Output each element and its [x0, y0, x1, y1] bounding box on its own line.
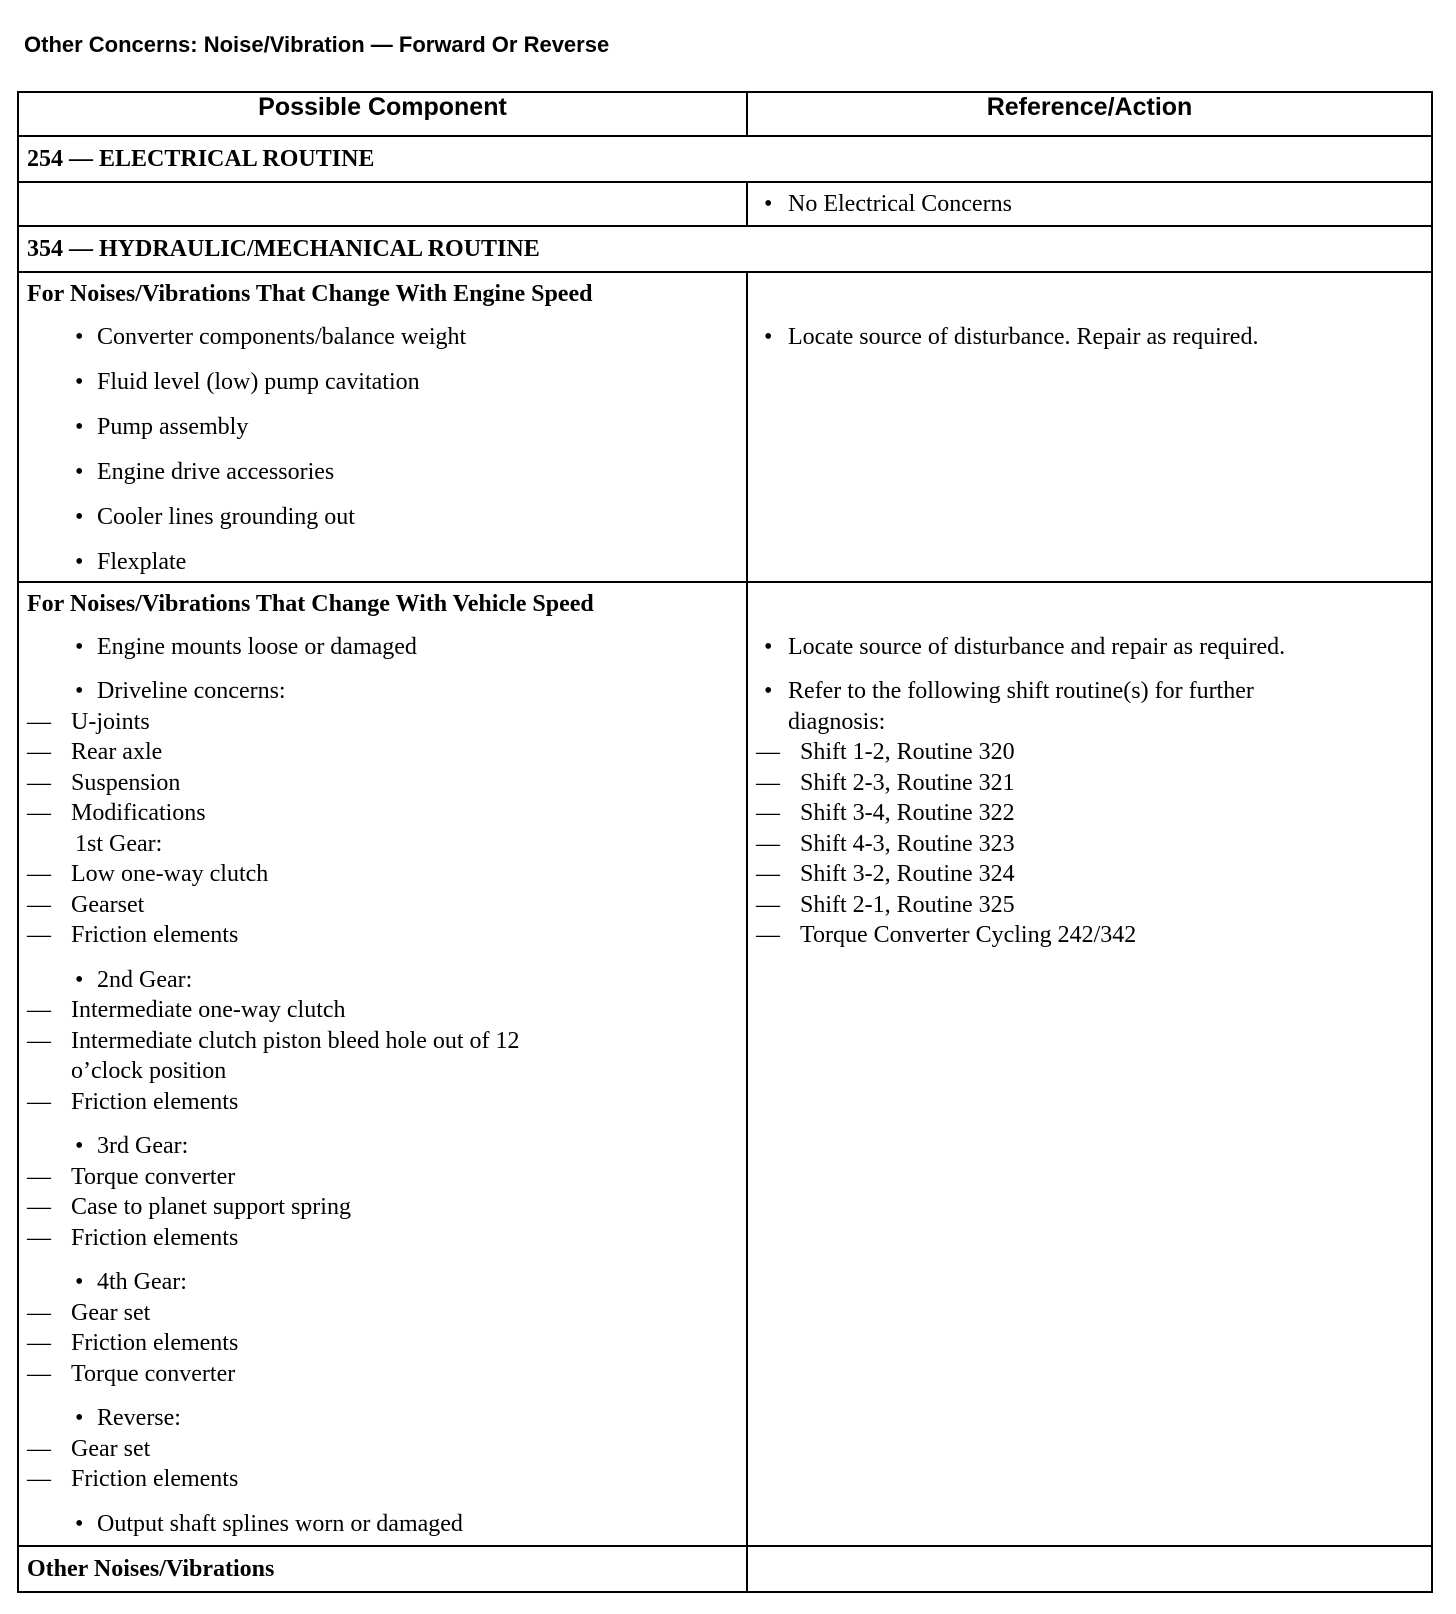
list-item: • Converter components/balance weight: [75, 324, 467, 350]
list-item: • 3rd Gear:: [27, 1131, 738, 1162]
bullet-icon: •: [75, 1269, 84, 1295]
other-action-cell: [747, 1546, 1432, 1592]
engine-speed-row: [18, 272, 1432, 582]
bullet-icon: •: [75, 369, 84, 395]
routine-item: — Shift 2-1, Routine 325: [756, 890, 1423, 921]
sub-item: — Rear axle: [27, 737, 738, 768]
sub-item: — Gearset: [27, 890, 738, 921]
bullet-icon: •: [75, 634, 84, 660]
sub-item: — Gear set: [27, 1298, 738, 1329]
bullet-icon: •: [75, 1133, 84, 1159]
sub-item: — Modifications: [27, 798, 738, 829]
vehicle-speed-components: [18, 582, 747, 1546]
routine-item: — Shift 4-3, Routine 323: [756, 829, 1423, 860]
bullet-icon: •: [75, 549, 84, 575]
list-item: • 4th Gear:: [27, 1267, 738, 1298]
sub-item: — Torque converter: [27, 1162, 738, 1193]
vehicle-speed-action-cell: [747, 582, 1432, 1546]
dash-icon: —: [27, 1194, 51, 1220]
bullet-icon: •: [75, 414, 84, 440]
dash-icon: —: [756, 769, 780, 796]
engine-speed-heading: For Noises/Vibrations That Change With Engine Speed: [27, 281, 593, 307]
list-item: • Refer to the following shift routine(s) for further: [756, 676, 1423, 707]
dash-icon: —: [27, 708, 51, 735]
sub-item: — Gear set: [27, 1434, 738, 1465]
sub-heading: 1st Gear:: [75, 830, 163, 857]
bullet-icon: •: [75, 1405, 84, 1431]
dash-icon: —: [27, 1330, 51, 1356]
dash-icon: —: [756, 861, 780, 887]
vehicle-speed-heading: For Noises/Vibrations That Change With Vehicle Speed: [27, 591, 594, 617]
driveline-group: [27, 676, 738, 951]
dash-icon: —: [27, 1466, 51, 1492]
list-item: • Cooler lines grounding out: [75, 504, 355, 530]
dash-icon: —: [756, 830, 780, 857]
vehicle-action-refer: [756, 676, 1423, 951]
dash-icon: —: [27, 922, 51, 948]
dash-icon: —: [27, 1027, 51, 1054]
bullet-icon: •: [75, 678, 84, 704]
engine-speed-action-cell: [747, 272, 1432, 582]
dash-icon: —: [27, 1435, 51, 1462]
output-shaft-group: [27, 1509, 738, 1540]
other-heading: Other Noises/Vibrations: [18, 1546, 747, 1592]
gear3-group: [27, 1131, 738, 1253]
dash-icon: —: [756, 922, 780, 948]
list-item: • Reverse:: [27, 1403, 738, 1434]
list-item: • Pump assembly: [75, 414, 249, 440]
dash-icon: —: [27, 739, 51, 765]
routine-item: — Shift 1-2, Routine 320: [756, 737, 1423, 768]
other-row: [18, 1546, 1432, 1592]
dash-icon: —: [27, 861, 51, 887]
dash-icon: —: [27, 1360, 51, 1387]
gear2-group: [27, 965, 738, 1118]
electrical-row: [18, 182, 1432, 226]
routine-item: — Shift 2-3, Routine 321: [756, 768, 1423, 799]
list-item: • Fluid level (low) pump cavitation: [75, 369, 420, 395]
header-row: [18, 92, 1432, 136]
list-item: • Flexplate: [75, 549, 187, 575]
bullet-icon: •: [75, 504, 84, 530]
vehicle-speed-row: [18, 582, 1432, 1546]
electrical-action-cell: [747, 182, 1432, 226]
dash-icon: —: [27, 1163, 51, 1190]
list-item: • Engine drive accessories: [75, 459, 335, 485]
vehicle-action-locate: • Locate source of disturbance and repair as required.: [764, 634, 1286, 660]
sub-item: — Case to planet support spring: [27, 1192, 738, 1223]
bullet-icon: •: [764, 190, 773, 217]
sub-item: — Suspension: [27, 768, 738, 799]
header-reference-action: Reference/Action: [747, 92, 1432, 136]
sub-item-continued: o’clock position: [71, 1058, 227, 1084]
bullet-icon: •: [764, 324, 773, 350]
reverse-group: [27, 1403, 738, 1495]
section-354-row: [18, 226, 1432, 272]
diagnostic-table: [17, 91, 1433, 1593]
dash-icon: —: [756, 800, 780, 826]
bullet-icon: •: [75, 459, 84, 485]
sub-item: — Intermediate one-way clutch: [27, 995, 738, 1026]
dash-icon: —: [27, 1299, 51, 1326]
dash-icon: —: [756, 739, 780, 765]
list-item: • Engine mounts loose or damaged: [75, 634, 417, 660]
bullet-icon: •: [75, 324, 84, 350]
sub-item: — U-joints: [27, 707, 738, 738]
dash-icon: —: [27, 1224, 51, 1251]
dash-icon: —: [756, 891, 780, 918]
section-254-row: [18, 136, 1432, 182]
sub-item: — Intermediate clutch piston bleed hole out of 12: [27, 1026, 738, 1057]
bullet-icon: •: [764, 634, 773, 660]
gear4-group: [27, 1267, 738, 1389]
dash-icon: —: [27, 769, 51, 796]
section-354-label: 354 — HYDRAULIC/MECHANICAL ROUTINE: [18, 226, 1432, 272]
dash-icon: —: [27, 1088, 51, 1115]
sub-item: — Torque converter: [27, 1359, 738, 1390]
routine-item: — Shift 3-4, Routine 322: [756, 798, 1423, 829]
electrical-action: No Electrical Concerns: [788, 190, 1012, 217]
sub-item: — Friction elements: [27, 920, 738, 951]
sub-item: — Friction elements: [27, 1087, 738, 1118]
section-254-label: 254 — ELECTRICAL ROUTINE: [18, 136, 1432, 182]
bullet-icon: •: [764, 678, 773, 704]
sub-item: — Friction elements: [27, 1328, 738, 1359]
electrical-component-cell: [18, 182, 747, 226]
sub-item: — Friction elements: [27, 1464, 738, 1495]
sub-item: — Low one-way clutch: [27, 859, 738, 890]
dash-icon: —: [27, 800, 51, 826]
sub-item: — Friction elements: [27, 1223, 738, 1254]
engine-speed-components: [18, 272, 747, 582]
page-title: Other Concerns: Noise/Vibration — Forward Or Reverse: [24, 32, 610, 57]
list-item: • Output shaft splines worn or damaged: [27, 1509, 738, 1540]
header-possible-component: Possible Component: [18, 92, 747, 136]
routine-item: — Torque Converter Cycling 242/342: [756, 920, 1423, 951]
bullet-icon: •: [75, 1510, 84, 1537]
dash-icon: —: [27, 997, 51, 1023]
bullet-icon: •: [75, 966, 84, 993]
list-item-continued: diagnosis:: [788, 708, 886, 735]
engine-speed-action: • Locate source of disturbance. Repair as required.: [764, 324, 1259, 350]
list-item: • 2nd Gear:: [27, 965, 738, 996]
list-item: • Driveline concerns:: [27, 676, 738, 707]
dash-icon: —: [27, 891, 51, 918]
routine-item: — Shift 3-2, Routine 324: [756, 859, 1423, 890]
